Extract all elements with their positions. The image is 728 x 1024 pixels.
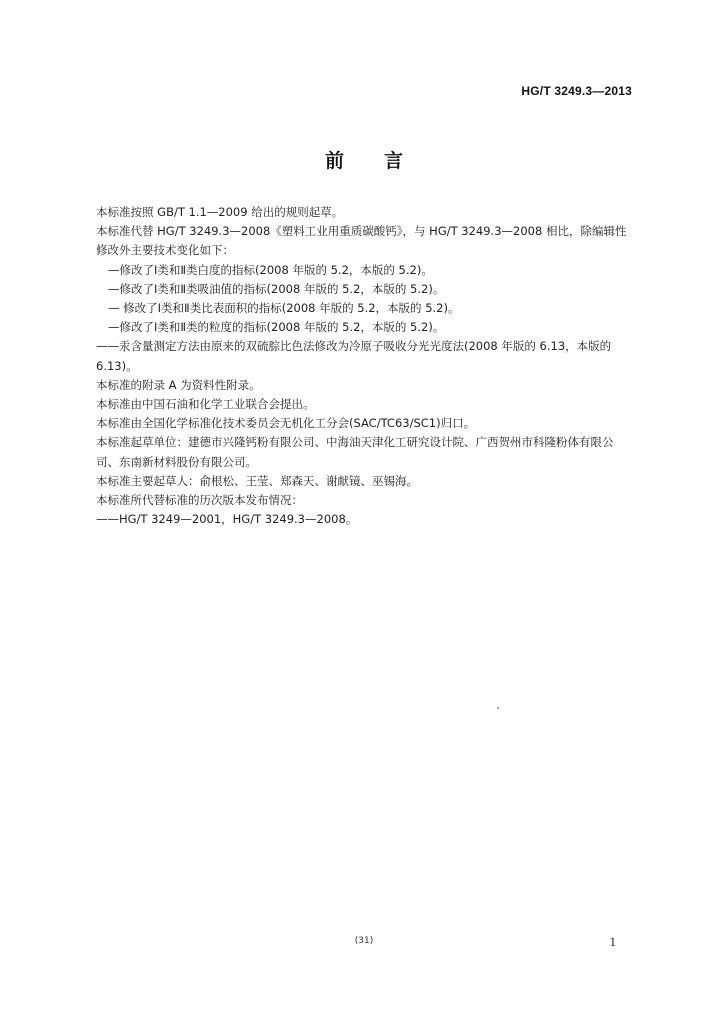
paragraph-history-editions: ——HG/T 3249—2001，HG/T 3249.3—2008。 (96, 512, 358, 527)
change-item-mercury-method: ——汞含量测定方法由原来的双硫腙比色法修改为冷原子吸收分光光度法(2008 年版的 6.13，本版的 6.13)。 (96, 339, 612, 373)
change-item-oil-absorption: —修改了Ⅰ类和Ⅱ类吸油值的指标(2008 年版的 5.2，本版的 5.2)。 (108, 281, 445, 296)
paragraph-history-intro: 本标准所代替标准的历次版本发布情况： (96, 493, 303, 508)
page-number: 1 (609, 934, 616, 949)
footer-code: (31) (354, 936, 374, 946)
paragraph-replaces: 本标准代替 HG/T 3249.3—2008《塑料工业用重质碳酸钙》，与 HG/T 3249.3—2008 相比，除编辑性修改外主要技术变化如下： (96, 224, 627, 258)
paragraph-drafting-rules: 本标准按照 GB/T 1.1—2009 给出的规则起草。 (96, 205, 344, 219)
page-title: 前言 (324, 150, 443, 172)
scan-speck (497, 707, 499, 709)
standard-number: HG/T 3249.3—2013 (521, 84, 632, 98)
paragraph-drafting-units: 本标准起草单位：建德市兴隆钙粉有限公司、中海油天津化工研究设计院、广西贺州市科隆粉体有限公司、东南新材料股份有限公司。 (96, 435, 614, 469)
paragraph-under-jurisdiction: 本标准由全国化学标准化技术委员会无机化工分会(SAC/TC63/SC1)归口。 (96, 416, 476, 431)
change-item-surface-area: — 修改了Ⅰ类和Ⅱ类比表面积的指标(2008 年版的 5.2，本版的 5.2)。 (108, 301, 460, 316)
change-item-whiteness: —修改了Ⅰ类和Ⅱ类白度的指标(2008 年版的 5.2，本版的 5.2)。 (108, 262, 433, 277)
foreword-body (96, 203, 632, 529)
paragraph-proposed-by: 本标准由中国石油和化学工业联合会提出。 (96, 397, 315, 412)
paragraph-main-drafters: 本标准主要起草人：俞根松、王莹、郑森天、谢献镜、巫锡海。 (96, 473, 418, 488)
paragraph-appendix: 本标准的附录 A 为资料性附录。 (96, 377, 261, 392)
change-item-particle-size: —修改了Ⅰ类和Ⅱ类的粒度的指标(2008 年版的 5.2，本版的 5.2)。 (108, 320, 445, 335)
